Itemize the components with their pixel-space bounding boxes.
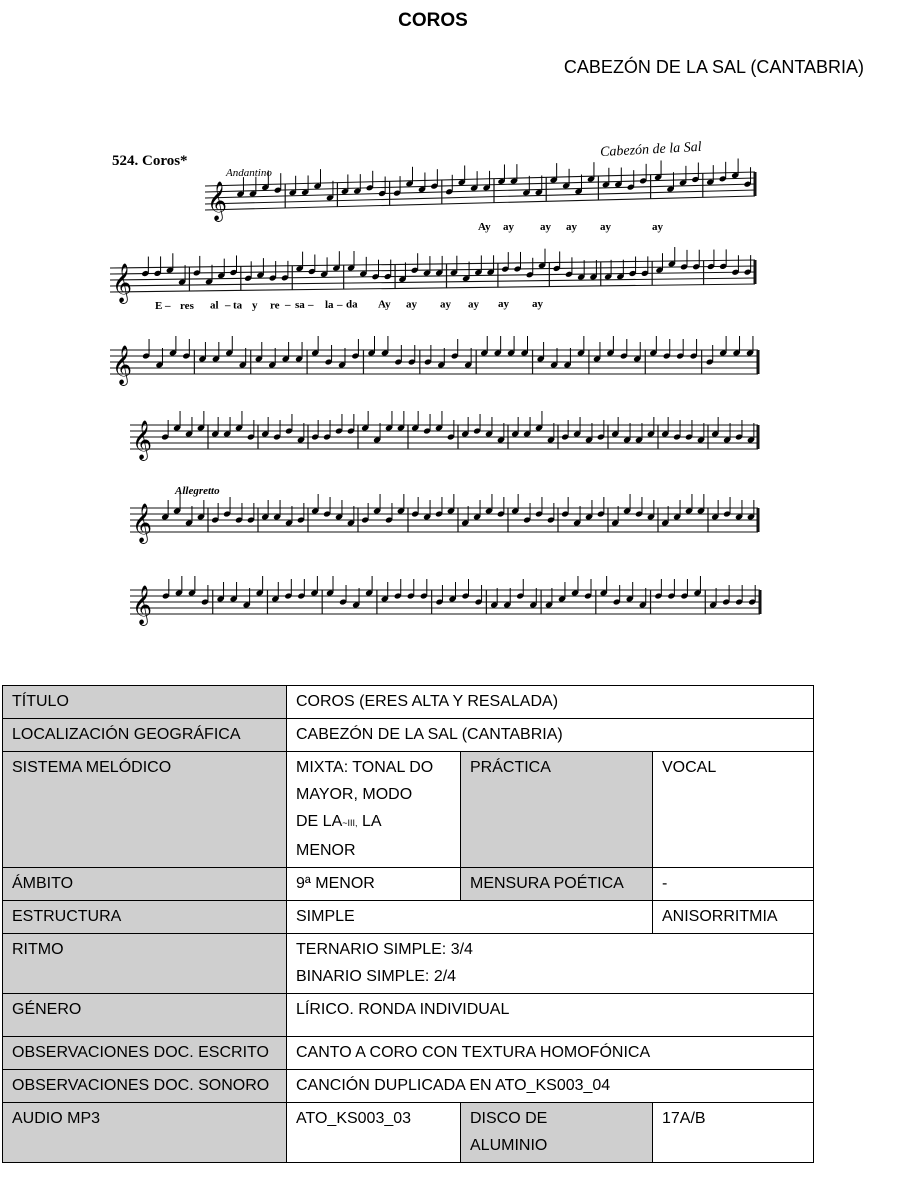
genero-label: GÉNERO — [3, 994, 287, 1037]
estructura-extra: ANISORRITMIA — [653, 901, 814, 934]
disco-label-line-2: ALUMINIO — [470, 1137, 548, 1154]
sistema-line-3a: DE LA — [296, 813, 343, 830]
lyric-syllable: – — [308, 299, 314, 311]
staff-system — [130, 421, 758, 461]
treble-clef: 𝄞 — [207, 183, 228, 220]
lyric-syllable: ay — [498, 298, 509, 311]
lyric-syllable: – — [225, 299, 231, 312]
ambito-value: 9ª MENOR — [287, 868, 461, 901]
ritmo-value — [287, 934, 814, 994]
lyric-syllable: – — [165, 299, 171, 312]
staff-system — [130, 586, 760, 626]
lyrics-line-1 — [478, 221, 664, 233]
table-row — [3, 994, 814, 1037]
lyric-syllable: re — [270, 299, 280, 312]
mensura-value: - — [653, 868, 814, 901]
localizacion-label: LOCALIZACIÓN GEOGRÁFICA — [3, 719, 287, 752]
staff-lines — [110, 172, 760, 626]
lyric-syllable: ay — [540, 221, 551, 233]
lyric-syllable: E — [155, 300, 163, 312]
lyric-syllable: – — [337, 298, 343, 311]
metadata-table — [2, 685, 814, 1163]
sistema-line-3c: LA — [357, 813, 382, 830]
mensura-label: MENSURA POÉTICA — [461, 868, 653, 901]
lyric-syllable: ay — [600, 221, 611, 233]
treble-clef: 𝄞 — [132, 505, 153, 542]
lyric-syllable: ay — [503, 221, 514, 233]
score-place: Cabezón de la Sal — [599, 139, 702, 161]
table-row — [3, 901, 814, 934]
disco-value: 17A/B — [653, 1103, 814, 1163]
lyric-syllable: y — [252, 299, 258, 312]
lyric-syllable: la — [325, 298, 334, 311]
sistema-line-3b: ~III, — [342, 818, 358, 828]
lyric-syllable: da — [346, 298, 358, 311]
score-number-title: 524. Coros* — [112, 153, 188, 169]
obs-escrito-value: CANTO A CORO CON TEXTURA HOMOFÓNICA — [287, 1037, 814, 1070]
lyric-syllable: ay — [566, 221, 577, 233]
titulo-value: COROS (ERES ALTA Y RESALADA) — [287, 686, 814, 719]
disco-label — [461, 1103, 653, 1163]
titulo-label: TÍTULO — [3, 686, 287, 719]
disco-label-line-1: DISCO DE — [470, 1110, 548, 1127]
lyric-syllable: – — [285, 299, 291, 312]
table-row — [3, 1103, 814, 1163]
ritmo-line-1: TERNARIO SIMPLE: 3/4 — [296, 941, 473, 958]
music-score — [100, 128, 780, 628]
sistema-line-4: MENOR — [296, 842, 356, 859]
ritmo-line-2: BINARIO SIMPLE: 2/4 — [296, 968, 457, 985]
treble-clef: 𝄞 — [132, 587, 153, 624]
lyric-syllable: ay — [440, 298, 451, 311]
lyric-syllable: ay — [468, 298, 479, 311]
location-heading: CABEZÓN DE LA SAL (CANTABRIA) — [563, 57, 864, 77]
treble-clef: 𝄞 — [132, 422, 153, 459]
localizacion-value: CABEZÓN DE LA SAL (CANTABRIA) — [287, 719, 814, 752]
estructura-value: SIMPLE — [287, 901, 653, 934]
table-row — [3, 686, 814, 719]
music-notes — [141, 159, 756, 609]
staff-line — [205, 184, 755, 198]
table-row — [3, 719, 814, 752]
score-tempo-andantino: Andantino — [226, 167, 272, 179]
table-row — [3, 1037, 814, 1070]
estructura-label: ESTRUCTURA — [3, 901, 287, 934]
staff-line — [205, 172, 755, 186]
sistema-label: SISTEMA MELÓDICO — [3, 752, 287, 868]
lyric-syllable: sa — [295, 299, 305, 312]
obs-sonoro-label: OBSERVACIONES DOC. SONORO — [3, 1070, 287, 1103]
lyric-syllable: res — [180, 299, 194, 312]
practica-label: PRÁCTICA — [461, 752, 653, 868]
audio-value: ATO_KS003_03 — [287, 1103, 461, 1163]
obs-escrito-label: OBSERVACIONES DOC. ESCRITO — [3, 1037, 287, 1070]
staff-line — [205, 196, 755, 210]
practica-value: VOCAL — [653, 752, 814, 868]
treble-clef: 𝄞 — [112, 347, 133, 384]
table-row — [3, 752, 814, 868]
staff-line — [205, 190, 755, 204]
sistema-value — [287, 752, 461, 868]
staff-system — [110, 346, 758, 386]
audio-label: AUDIO MP3 — [3, 1103, 287, 1163]
sistema-line-3 — [296, 808, 451, 837]
lyric-syllable: ay — [406, 298, 417, 311]
treble-clef: 𝄞 — [112, 265, 133, 302]
ritmo-label: RITMO — [3, 934, 287, 994]
lyrics-line-2 — [155, 298, 544, 312]
lyric-syllable: Ay — [478, 221, 491, 233]
sistema-line-1: MIXTA: TONAL DO — [296, 759, 434, 776]
lyric-syllable: ay — [532, 298, 543, 311]
staff-system — [205, 172, 755, 222]
lyric-syllable: Ay — [378, 298, 391, 311]
document-title: COROS — [398, 10, 468, 31]
lyric-syllable: al — [210, 299, 219, 312]
table-row — [3, 1070, 814, 1103]
sistema-line-2: MAYOR, MODO — [296, 786, 413, 803]
score-tempo-allegretto: Allegretto — [175, 485, 220, 497]
table-row — [3, 934, 814, 994]
obs-sonoro-value: CANCIÓN DUPLICADA EN ATO_KS003_04 — [287, 1070, 814, 1103]
lyric-syllable: ta — [233, 299, 243, 312]
table-row — [3, 868, 814, 901]
genero-value: LÍRICO. RONDA INDIVIDUAL — [287, 994, 814, 1037]
ambito-label: ÁMBITO — [3, 868, 287, 901]
lyric-syllable: ay — [652, 221, 663, 233]
